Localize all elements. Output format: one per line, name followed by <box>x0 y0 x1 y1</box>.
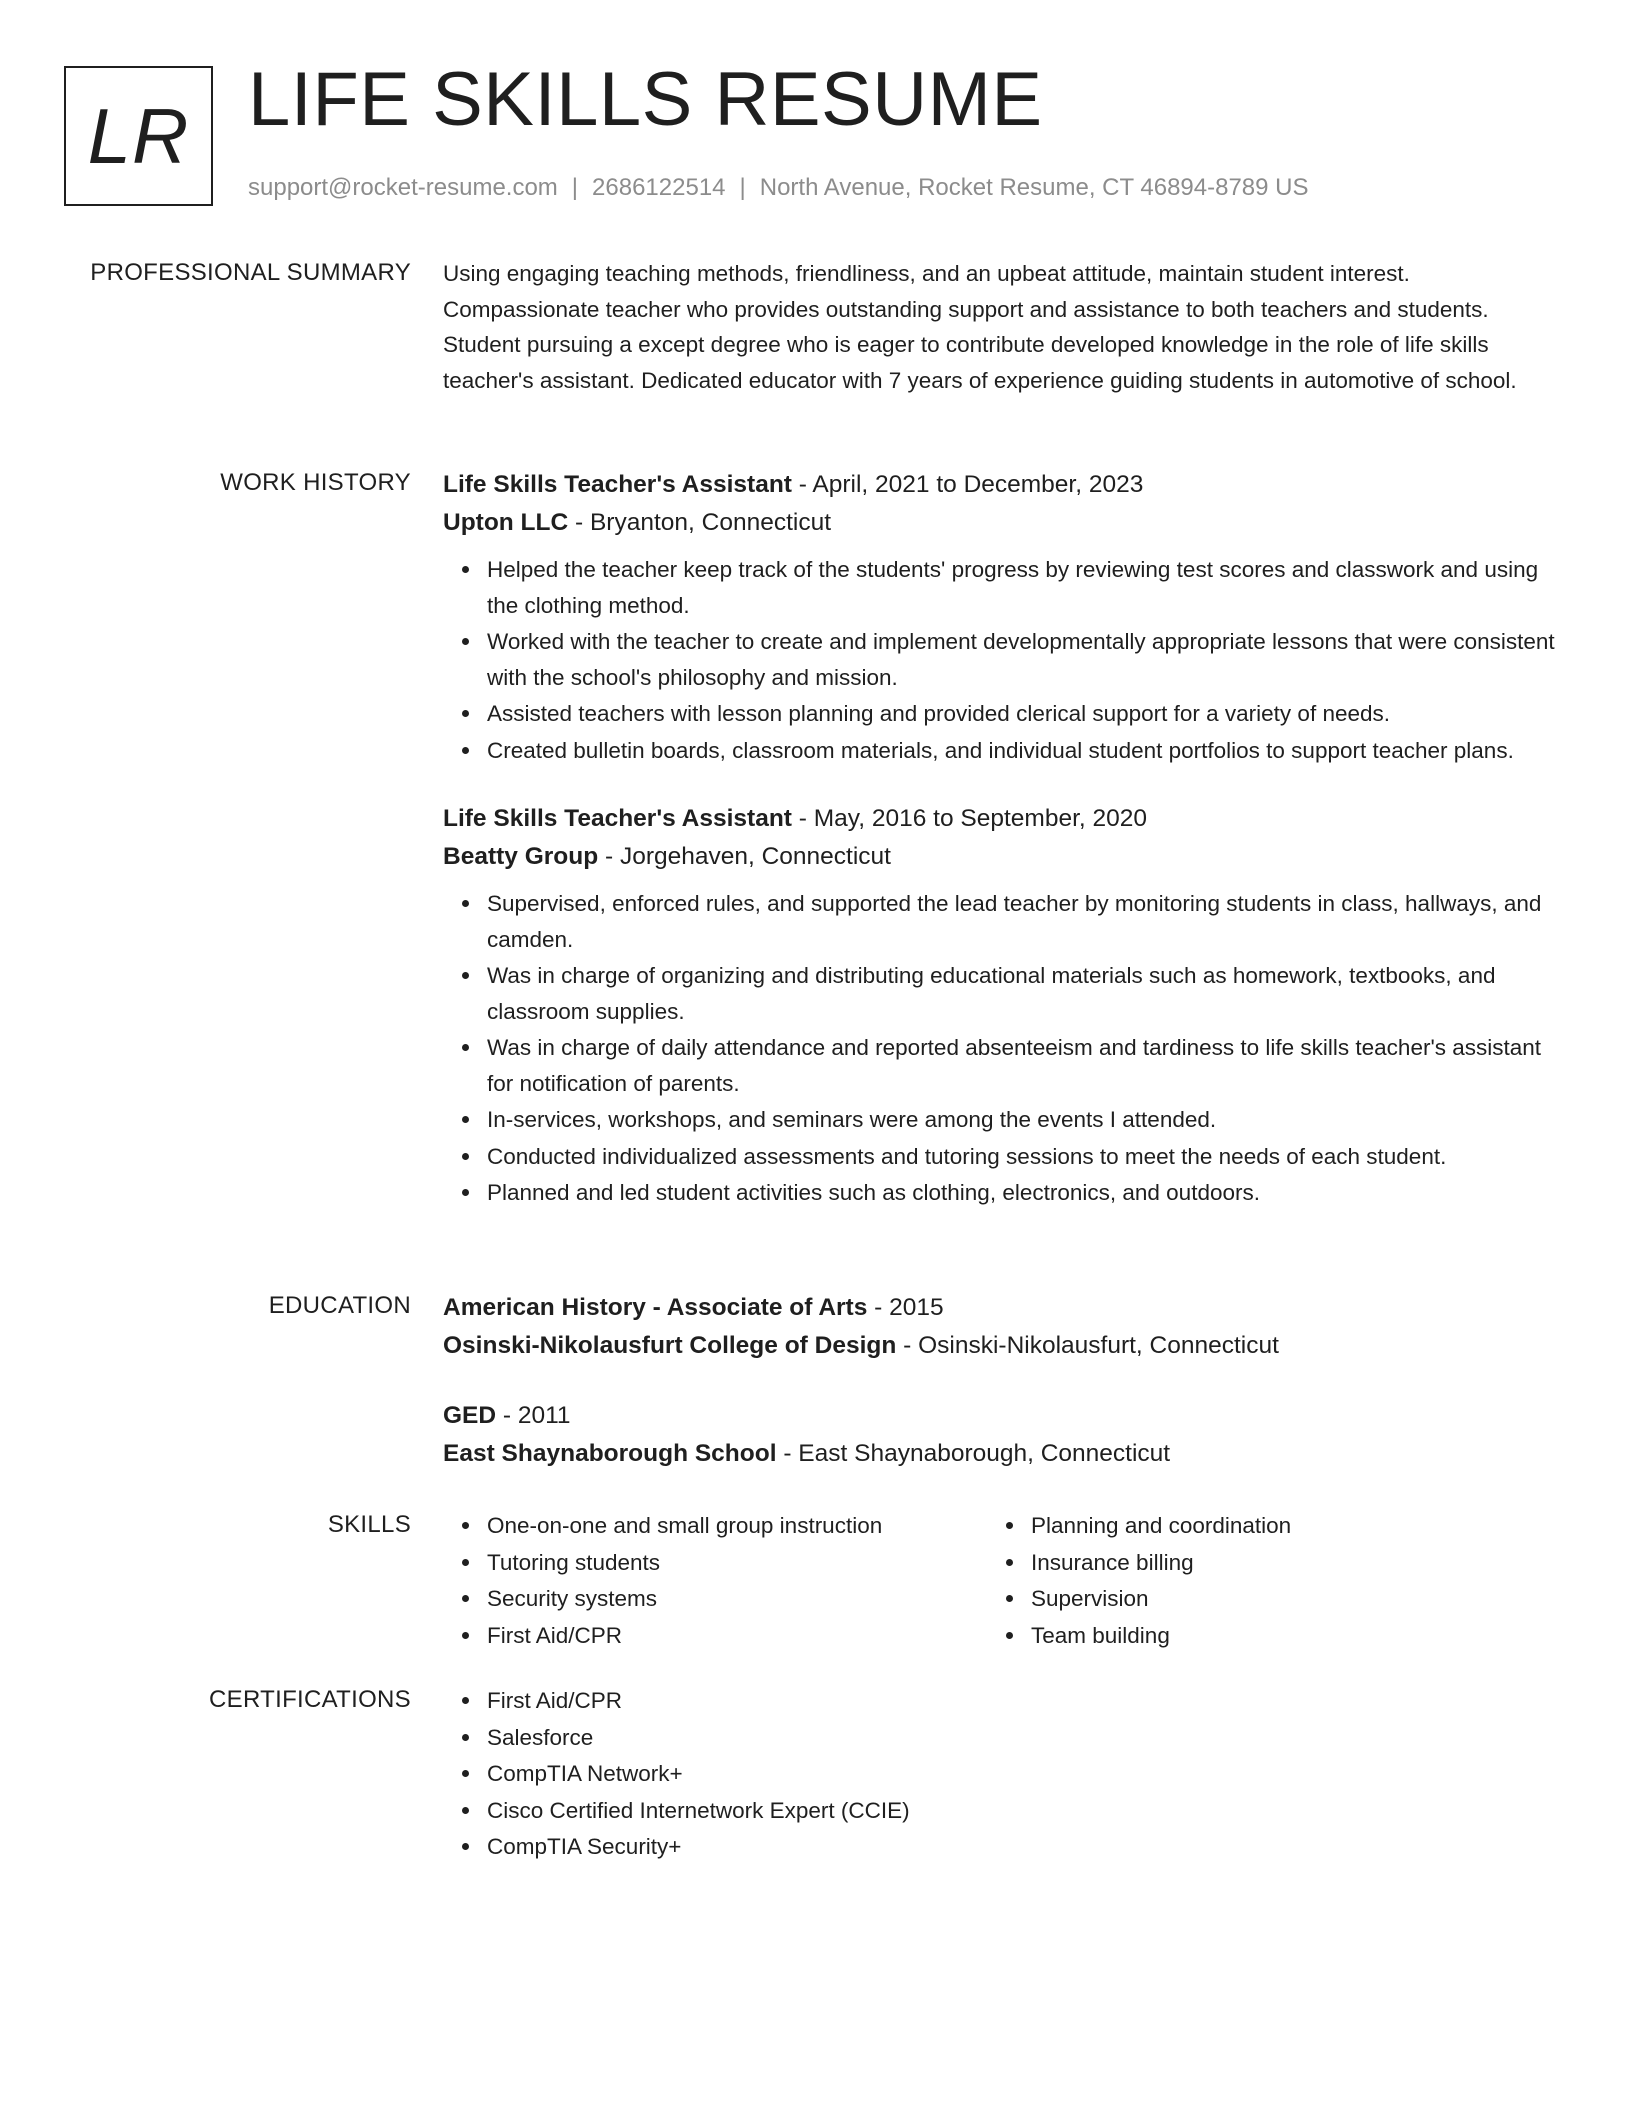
section-label-summary: PROFESSIONAL SUMMARY <box>90 259 411 286</box>
skills-list <box>443 1508 987 1653</box>
skill-item: Team building <box>1031 1618 1487 1654</box>
skill-item: Insurance billing <box>1031 1545 1487 1581</box>
monogram-badge <box>64 66 213 206</box>
summary-body <box>443 256 1558 398</box>
job-bullet: Helped the teacher keep track of the students' progress by reviewing test scores and classwork and using the clothing method. <box>487 552 1558 623</box>
skills-body <box>443 1508 1558 1654</box>
certification-item: Salesforce <box>487 1720 1558 1756</box>
job-location: - Bryanton, Connecticut <box>568 509 832 536</box>
certification-item: First Aid/CPR <box>487 1683 1558 1719</box>
job-company: Beatty Group <box>443 843 599 870</box>
skill-item: Planning and coordination <box>1031 1508 1487 1544</box>
job-title-line <box>443 800 1558 838</box>
skills-list <box>987 1508 1487 1653</box>
job-company-line <box>443 504 1558 542</box>
contact-line <box>248 174 1309 203</box>
education-year: - 2011 <box>496 1402 571 1429</box>
education-school: East Shaynaborough School <box>443 1440 777 1467</box>
certification-item: CompTIA Security+ <box>487 1829 1558 1865</box>
job-location: - Jorgehaven, Connecticut <box>598 843 891 870</box>
job-entry <box>443 800 1558 1211</box>
education-degree: GED <box>443 1402 497 1429</box>
skill-item: One-on-one and small group instruction <box>487 1508 987 1544</box>
education-location: - East Shaynaborough, Connecticut <box>776 1440 1171 1467</box>
job-bullet: Created bulletin boards, classroom materials, and individual student portfolios to support teacher plans. <box>487 733 1558 769</box>
certification-item: Cisco Certified Internetwork Expert (CCIE) <box>487 1793 1558 1829</box>
monogram-initials: LR <box>87 92 190 180</box>
summary-text: Using engaging teaching methods, friendliness, and an upbeat attitude, maintain student interest. Compassionate teacher who provides outstanding support and assistance to both teachers and students. Student pursuing a except degree who is eager to contribute developed knowledge in the role of life skills teacher's assistant. Dedicated educator with 7 years of experience guiding students in automotive of school. <box>443 261 1517 393</box>
contact-phone: 2686122514 <box>592 174 726 201</box>
resume-title: LIFE SKILLS RESUME <box>248 57 1043 142</box>
job-company: Upton LLC <box>443 509 569 536</box>
skill-item: Security systems <box>487 1581 987 1617</box>
section-label-skills: SKILLS <box>327 1511 411 1538</box>
education-school-line <box>443 1435 1558 1473</box>
job-bullet: Conducted individualized assessments and tutoring sessions to meet the needs of each student. <box>487 1139 1558 1175</box>
job-title-line <box>443 466 1558 504</box>
contact-separator: | <box>739 174 746 201</box>
certifications-body <box>443 1683 1558 1866</box>
section-label-education: EDUCATION <box>268 1292 411 1319</box>
education-school-line <box>443 1327 1558 1365</box>
job-bullet: In-services, workshops, and seminars were among the events I attended. <box>487 1102 1558 1138</box>
education-entry <box>443 1397 1558 1473</box>
skill-item: First Aid/CPR <box>487 1618 987 1654</box>
education-degree-line <box>443 1397 1558 1435</box>
education-school: Osinski-Nikolausfurt College of Design <box>443 1332 897 1359</box>
job-bullet: Was in charge of daily attendance and reported absenteeism and tardiness to life skills teacher's assistant for notification of parents. <box>487 1030 1558 1101</box>
education-body <box>443 1289 1558 1473</box>
job-bullet-list <box>443 886 1558 1211</box>
job-bullet: Worked with the teacher to create and implement developmentally appropriate lessons that were consistent with the school's philosophy and mission. <box>487 624 1558 695</box>
skill-item: Tutoring students <box>487 1545 987 1581</box>
job-bullet: Was in charge of organizing and distributing educational materials such as homework, textbooks, and classroom supplies. <box>487 958 1558 1029</box>
job-title: Life Skills Teacher's Assistant <box>443 805 792 832</box>
job-bullet: Supervised, enforced rules, and supported the lead teacher by monitoring students in class, hallways, and camden. <box>487 886 1558 957</box>
job-bullet: Planned and led student activities such as clothing, electronics, and outdoors. <box>487 1175 1558 1211</box>
section-label-certifications: CERTIFICATIONS <box>209 1686 411 1713</box>
job-bullet-list <box>443 552 1558 768</box>
education-location: - Osinski-Nikolausfurt, Connecticut <box>896 1332 1279 1359</box>
skill-item: Supervision <box>1031 1581 1487 1617</box>
education-year: - 2015 <box>867 1294 944 1321</box>
education-degree-line <box>443 1289 1558 1327</box>
contact-separator: | <box>571 174 579 201</box>
certification-item: CompTIA Network+ <box>487 1756 1558 1792</box>
job-bullet: Assisted teachers with lesson planning and provided clerical support for a variety of needs. <box>487 696 1558 732</box>
contact-address: North Avenue, Rocket Resume, CT 46894-8789 US <box>759 174 1309 201</box>
job-company-line <box>443 838 1558 876</box>
contact-email: support@rocket-resume.com <box>248 174 558 201</box>
skills-column <box>443 1508 987 1654</box>
work-history-body <box>443 466 1558 1212</box>
job-entry <box>443 466 1558 768</box>
job-dates: - April, 2021 to December, 2023 <box>791 471 1144 498</box>
section-label-work-history: WORK HISTORY <box>220 469 411 496</box>
skills-column <box>987 1508 1487 1654</box>
job-title: Life Skills Teacher's Assistant <box>443 471 792 498</box>
education-degree: American History - Associate of Arts <box>443 1294 868 1321</box>
job-dates: - May, 2016 to September, 2020 <box>791 805 1147 832</box>
certifications-list <box>443 1683 1558 1865</box>
education-entry <box>443 1289 1558 1365</box>
